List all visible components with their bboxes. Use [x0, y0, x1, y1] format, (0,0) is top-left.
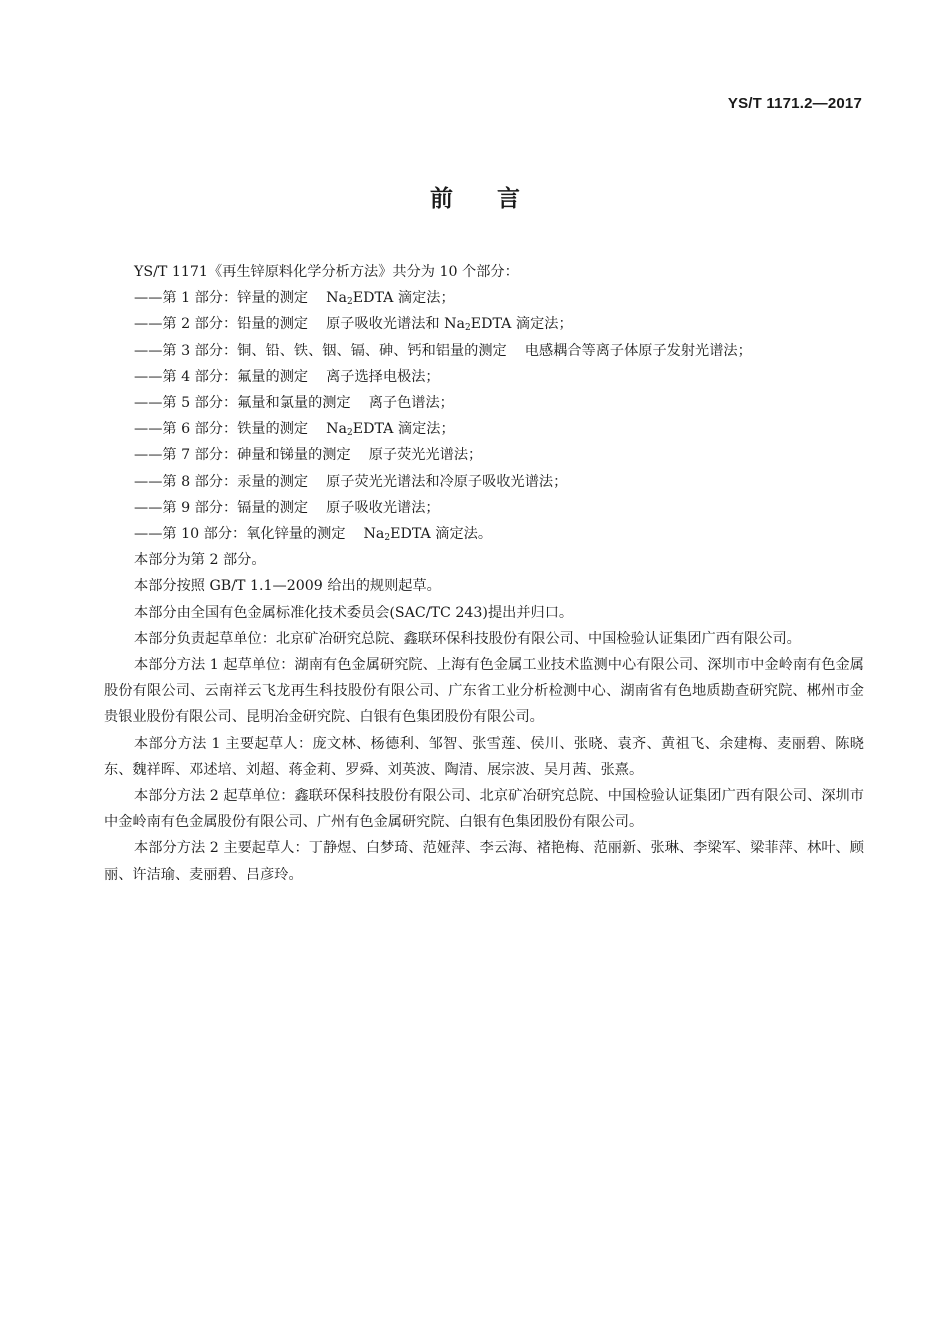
- part-label: ——第 8 部分：汞量的测定: [134, 473, 309, 490]
- part-label: ——第 1 部分：锌量的测定: [134, 290, 309, 307]
- part-method-subscript: 2: [346, 428, 353, 439]
- part-method-suffix: EDTA 滴定法；: [352, 421, 455, 438]
- part-method: 离子选择电极法；: [326, 368, 440, 385]
- foreword-paragraph: 本部分方法 2 主要起草人：丁静煜、白梦琦、范娅萍、李云海、褚艳梅、范丽新、张琳、李梁军、梁菲萍、林叶、顾丽、许洁瑜、麦丽碧、吕彦玲。: [104, 840, 864, 883]
- part-method-suffix: EDTA 滴定法；: [352, 290, 455, 307]
- part-item: [104, 416, 864, 442]
- part-item: [104, 364, 864, 390]
- part-item: [104, 311, 864, 337]
- part-method: Na: [363, 526, 385, 543]
- foreword-body: [104, 259, 864, 888]
- part-method: 原子吸收光谱法和 Na: [326, 316, 465, 333]
- part-method-subscript: 2: [346, 297, 353, 308]
- part-item: [104, 495, 864, 521]
- foreword-paragraph: 本部分为第 2 部分。: [134, 552, 266, 569]
- foreword-paragraph: 本部分方法 1 主要起草人：庞文林、杨德利、邹智、张雪莲、侯川、张晓、袁齐、黄祖飞、余建梅、麦丽碧、陈晓东、魏祥晖、邓述培、刘超、蒋金莉、罗舜、刘英波、陶清、展宗波、吴月茜、张熹。: [104, 735, 864, 778]
- foreword-paragraph: 本部分负责起草单位：北京矿冶研究总院、鑫联环保科技股份有限公司、中国检验认证集团广西有限公司。: [134, 630, 801, 647]
- part-method: Na: [326, 290, 347, 307]
- foreword-paragraph: 本部分按照 GB/T 1.1—2009 给出的规则起草。: [134, 578, 441, 595]
- part-item: [104, 442, 864, 468]
- foreword-paragraph: 本部分方法 2 起草单位：鑫联环保科技股份有限公司、北京矿冶研究总院、中国检验认证集团广西有限公司、深圳市中金岭南有色金属股份有限公司、广州有色金属研究院、白银有色集团股份有限公司。: [104, 788, 864, 831]
- part-label: ——第 10 部分：氧化锌量的测定: [134, 526, 346, 543]
- part-label: ——第 6 部分：铁量的测定: [134, 421, 309, 438]
- document-code: YS/T 1171.2—2017: [727, 95, 862, 112]
- part-label: ——第 2 部分：铅量的测定: [134, 316, 309, 333]
- part-method: 电感耦合等离子体原子发射光谱法；: [524, 342, 752, 359]
- part-method: Na: [326, 421, 347, 438]
- part-item: [104, 469, 864, 495]
- foreword-paragraph: 本部分方法 1 起草单位：湖南有色金属研究院、上海有色金属工业技术监测中心有限公司、深圳市中金岭南有色金属股份有限公司、云南祥云飞龙再生科技股份有限公司、广东省工业分析检测中心、湖南省有色地质勘查研究院、郴州市金贵银业股份有限公司、昆明冶金研究院、白银有色集团股份有限公司。: [104, 657, 864, 726]
- parts-list: [104, 285, 864, 547]
- part-method-subscript: 2: [384, 533, 391, 544]
- paragraph-list: [104, 547, 864, 888]
- page-title: 前言: [430, 186, 564, 212]
- part-method-subscript: 2: [465, 323, 471, 334]
- part-label: ——第 5 部分：氟量和氯量的测定: [134, 395, 351, 412]
- part-method: 原子荧光光谱法；: [368, 447, 483, 464]
- part-label: ——第 3 部分：铜、铅、铁、铟、镉、砷、钙和铝量的测定: [134, 342, 507, 359]
- foreword-paragraph: 本部分由全国有色金属标准化技术委员会(SAC/TC 243)提出并归口。: [134, 604, 574, 621]
- part-method: 原子荧光光谱法和冷原子吸收光谱法；: [326, 473, 568, 490]
- part-method: 原子吸收光谱法；: [326, 499, 440, 516]
- part-item: [104, 285, 864, 311]
- part-item: [104, 521, 864, 547]
- part-label: ——第 4 部分：氟量的测定: [134, 368, 309, 385]
- part-method: 离子色谱法；: [368, 395, 454, 412]
- intro-line: YS/T 1171《再生锌原料化学分析方法》共分为 10 个部分：: [134, 264, 519, 280]
- part-method-suffix: EDTA 滴定法。: [390, 526, 493, 543]
- part-item: [104, 390, 864, 416]
- part-item: [104, 338, 864, 364]
- part-label: ——第 9 部分：镉量的测定: [134, 499, 309, 516]
- part-label: ——第 7 部分：砷量和锑量的测定: [134, 447, 351, 464]
- part-method-suffix: EDTA 滴定法；: [470, 316, 573, 333]
